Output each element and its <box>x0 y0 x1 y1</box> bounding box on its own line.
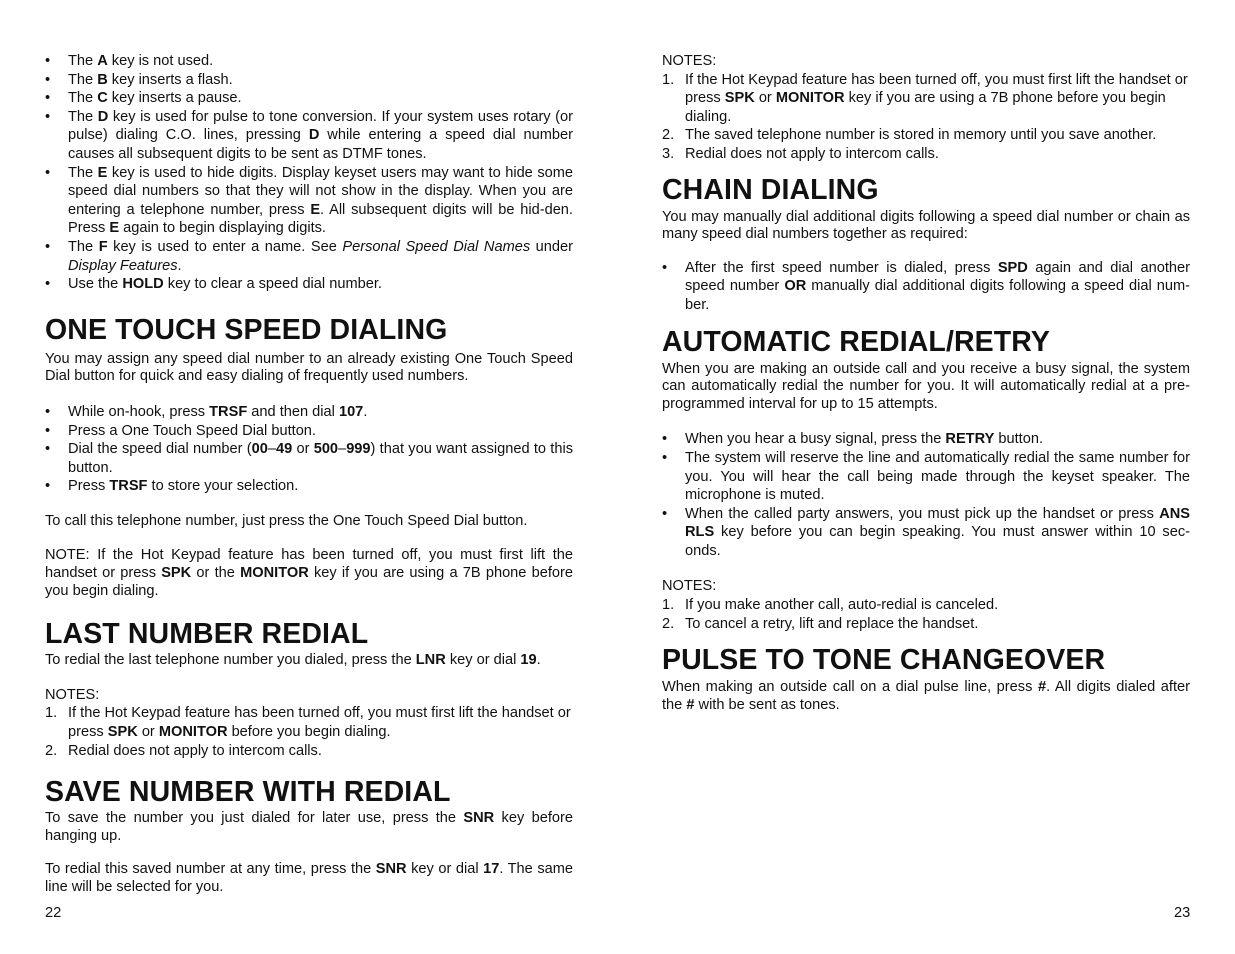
one-touch-intro: You may assign any speed dial number to an already existing One Touch Speed Dial button for quick and easy dialing of frequently used numbers. <box>45 350 573 385</box>
list-item: • Use the HOLD key to clear a speed dial number. <box>45 275 573 294</box>
auto-redial-notes <box>662 596 1190 633</box>
list-item: 3. Redial does not apply to intercom calls. <box>662 145 939 162</box>
key-function-list <box>45 52 573 294</box>
list-item: 2. To cancel a retry, lift and replace the handset. <box>662 615 979 632</box>
list-item: • The C key inserts a pause. <box>45 89 573 108</box>
chain-intro: You may manually dial additional digits following a speed dial number or chain as many speed dial numbers together as required: <box>662 208 1190 243</box>
list-item: • Dial the speed dial number (00–49 or 500–999) that you want assigned to this button. <box>45 440 573 477</box>
one-touch-call-text: To call this telephone number, just press the One Touch Speed Dial button. <box>45 512 528 529</box>
list-item: • When the called party answers, you must pick up the handset or press ANS RLS key before you can begin speaking. You must answer within 10 sec-onds. <box>662 505 1190 561</box>
section-heading-snr: SAVE NUMBER WITH REDIAL <box>45 776 451 809</box>
auto-redial-steps <box>662 430 1190 560</box>
page-number-right: 23 <box>1174 905 1191 921</box>
snr-text-1: To save the number you just dialed for later use, press the SNR key before hanging up. <box>45 810 573 844</box>
list-item: • Press a One Touch Speed Dial button. <box>45 422 573 441</box>
list-item: • Press TRSF to store your selection. <box>45 477 573 496</box>
lnr-notes <box>45 704 573 760</box>
snr-notes <box>662 71 1190 164</box>
lnr-intro: To redial the last telephone number you dialed, press the LNR key or dial 19. <box>45 652 541 669</box>
notes-label: NOTES: <box>45 686 100 703</box>
list-item: • The D key is used for pulse to tone conversion. If your system uses rotary (or pulse) dialing C.O. lines, pressing D while entering a speed dial number causes all subsequent digits to be sent as DTMF tones. <box>45 108 573 164</box>
section-heading-pulse-to-tone: PULSE TO TONE CHANGEOVER <box>662 644 1106 677</box>
list-item: • When you hear a busy signal, press the RETRY button. <box>662 430 1190 449</box>
list-item: 2. The saved telephone number is stored in memory until you save another. <box>662 127 1157 144</box>
left-page <box>45 52 573 897</box>
chain-steps <box>662 259 1190 315</box>
list-item: • The B key inserts a flash. <box>45 71 573 90</box>
list-item: 2. Redial does not apply to intercom calls. <box>45 742 322 759</box>
section-heading-chain: CHAIN DIALING <box>662 173 879 206</box>
list-item: 1. If the Hot Keypad feature has been turned off, you must first lift the handset or press SPK or MONITOR before you begin dialing. <box>45 705 571 741</box>
auto-redial-intro: When you are making an outside call and you receive a busy signal, the system can automatically redial the number for you. It will automatically redial at a pre-programmed interval for up to 15 attempts. <box>662 360 1190 412</box>
one-touch-note: NOTE: If the Hot Keypad feature has been turned off, you must first lift the handset or press SPK or the MONITOR key if you are using a 7B phone before you begin dialing. <box>45 547 573 599</box>
list-item: • After the first speed number is dialed, press SPD again and dial another speed number OR manually dial additional digits following a speed dial num-ber. <box>662 259 1190 315</box>
notes-label: NOTES: <box>662 53 717 69</box>
list-item: • The A key is not used. <box>45 52 573 71</box>
pulse-to-tone-intro: When making an outside call on a dial pulse line, press #. All digits dialed after the # with be sent as tones. <box>662 679 1190 713</box>
list-item: • While on-hook, press TRSF and then dial 107. <box>45 403 573 422</box>
right-page <box>662 52 1190 714</box>
section-heading-lnr: LAST NUMBER REDIAL <box>45 618 369 651</box>
section-heading-auto-redial: AUTOMATIC REDIAL/RETRY <box>662 325 1050 358</box>
list-item: 1. If the Hot Keypad feature has been turned off, you must first lift the handset or press SPK or MONITOR key if you are using a 7B phone before you begin dialing. <box>662 71 1188 125</box>
snr-text-2: To redial this saved number at any time, press the SNR key or dial 17. The same line will be selected for you. <box>45 861 573 895</box>
notes-label: NOTES: <box>662 578 717 595</box>
list-item: • The F key is used to enter a name. See Personal Speed Dial Names under Display Features. <box>45 238 573 275</box>
section-heading-one-touch: ONE TOUCH SPEED DIALING <box>45 313 448 346</box>
one-touch-steps <box>45 403 573 496</box>
list-item: 1. If you make another call, auto-redial is canceled. <box>662 597 999 614</box>
page-number-left: 22 <box>45 905 62 921</box>
list-item: • The E key is used to hide digits. Display keyset users may want to hide some speed dial numbers so that they will not show in the display. When you are entering a telephone number, press E. All subsequent digits will be hid-den. Press E again to begin displaying digits. <box>45 164 573 238</box>
list-item: • The system will reserve the line and automatically redial the same number for you. You will hear the call being made through the keyset speaker. The microphone is muted. <box>662 449 1190 505</box>
